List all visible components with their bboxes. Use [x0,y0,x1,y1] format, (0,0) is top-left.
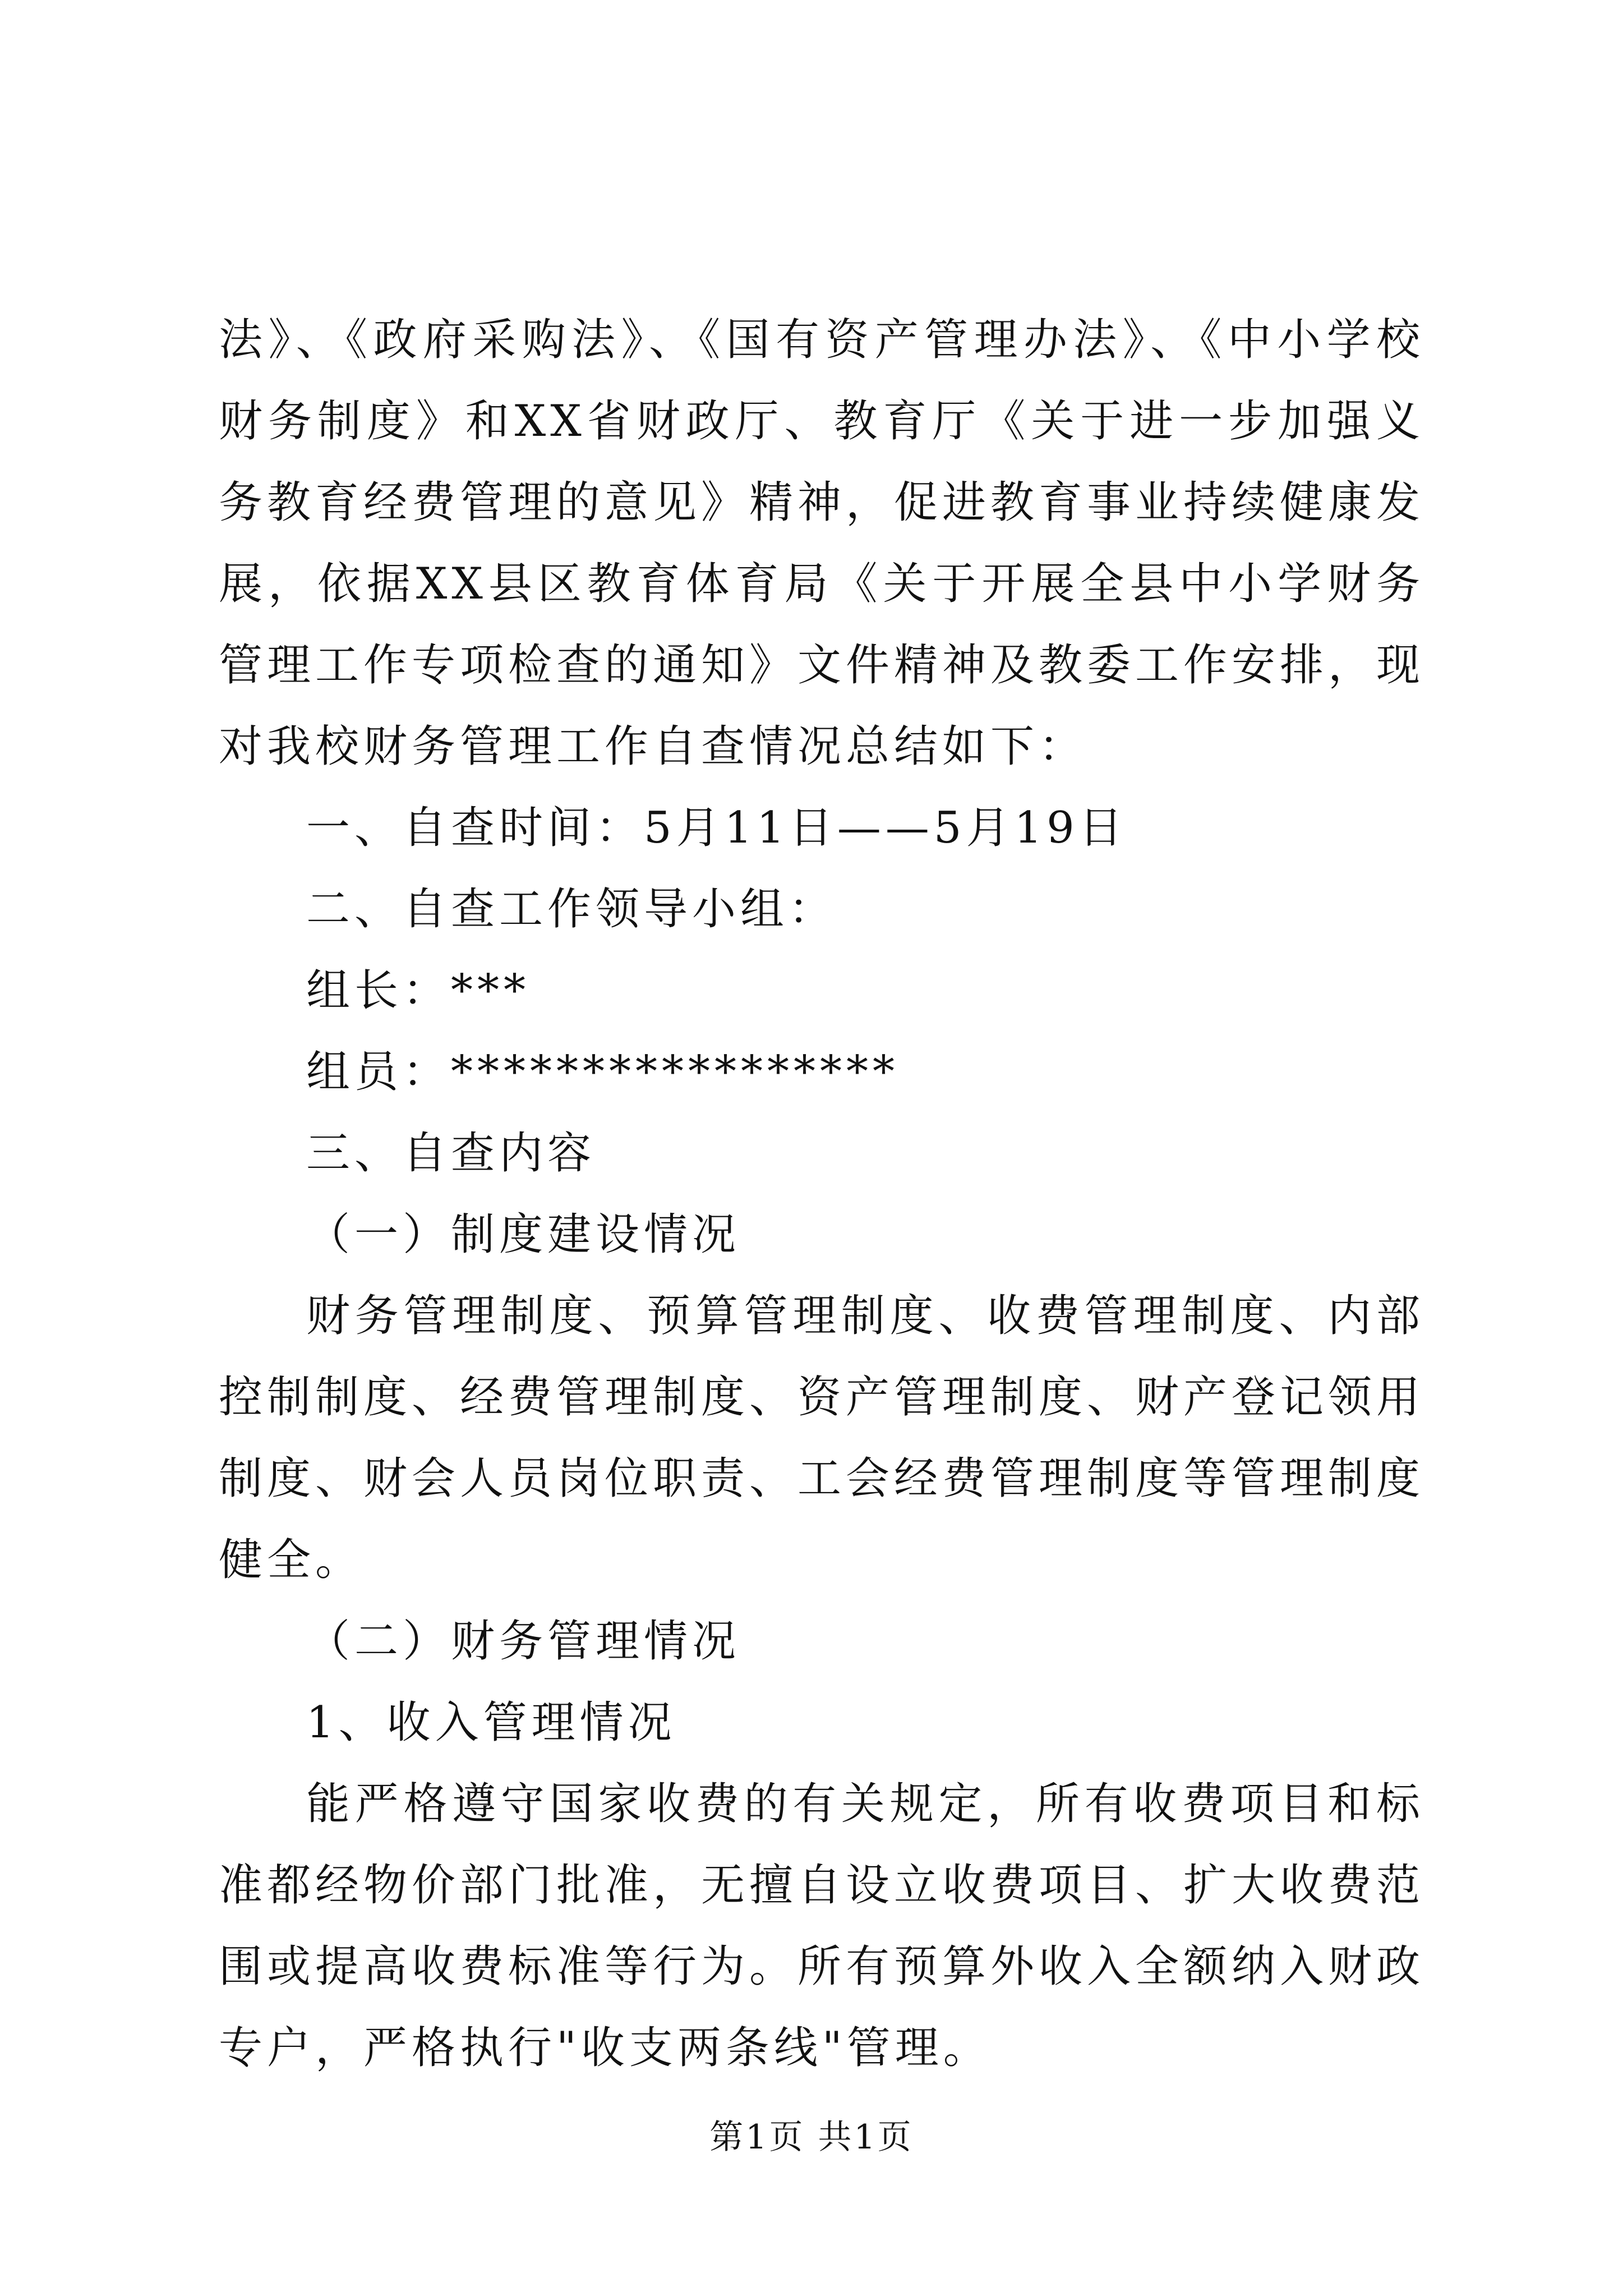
team-members-line: 组员：***************** [306,1047,900,1097]
document-body [219,300,1424,2089]
subheading-income-management: 1、收入管理情况 [306,1697,676,1748]
paragraph-system-building: 财务管理制度、预算管理制度、收费管理制度、内部控制制度、经费管理制度、资产管理制度、财产登记领用制度、财会人员岗位职责、工会经费管理制度等管理制度健全。 [219,1291,1425,1585]
team-leader-line: 组长：*** [306,965,531,1016]
paragraph-income-management: 能严格遵守国家收费的有关规定，所有收费项目和标准都经物价部门批准，无擅自设立收费项目、扩大收费范围或提高收费标准等行为。所有预算外收入全额纳入财政专户，严格执行"收支两条线"管理。 [219,1779,1425,2073]
page-number-footer: 第1页 共1页 [709,2118,914,2157]
subheading-financial-management: （二）财务管理情况 [306,1616,741,1667]
subheading-system-building: （一）制度建设情况 [306,1209,741,1260]
paragraph-intro: 法》、《政府采购法》、《国有资产管理办法》、《中小学校财务制度》和XX省财政厅、教育厅《关于进一步加强义务教育经费管理的意见》精神，促进教育事业持续健康发展，依据XX县区教育体育局《关于开展全县中小学财务管理工作专项检查的通知》文件精神及教委工作安排，现对我校财务管理工作自查情况总结如下： [219,315,1425,772]
section-heading-leadership: 二、自查工作领导小组： [306,884,837,935]
section-heading-content: 三、自查内容 [306,1128,596,1179]
section-heading-time: 一、自查时间：5月11日——5月19日 [306,803,1127,853]
